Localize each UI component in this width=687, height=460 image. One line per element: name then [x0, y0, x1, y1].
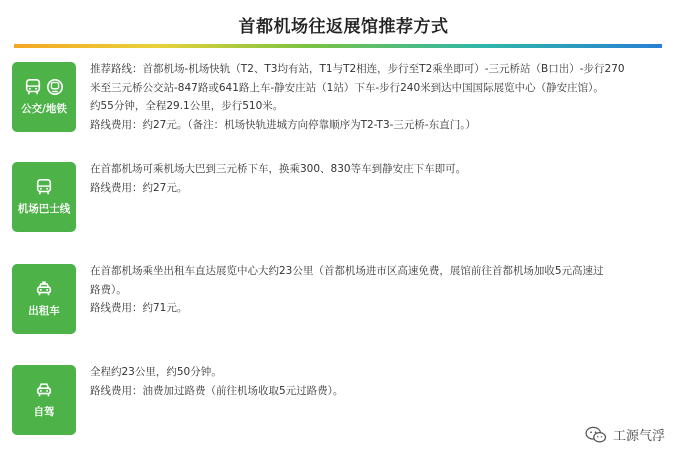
route-line: 米至三元桥公交站-847路或641路上车-静安庄站（1站）下车-步行240米到达中国国际展览中心（静安庄馆）。 — [90, 81, 604, 94]
car-icon — [35, 381, 53, 399]
route-description — [90, 262, 672, 318]
route-description — [90, 160, 672, 197]
route-line: 路线费用：油费加过路费（前往机场收取5元过路费）。 — [90, 384, 344, 397]
route-line: 路线费用：约27元。（备注：机场快轨进城方向停靠顺序为T2-T3-三元桥-东直门。） — [90, 118, 476, 131]
route-badge — [12, 62, 76, 132]
route-line: 路线费用：约71元。 — [90, 302, 188, 314]
route-badge-label: 出租车 — [28, 305, 60, 317]
route-line: 全程约23公里，约50分钟。 — [90, 366, 222, 378]
page-title: 首都机场往返展馆推荐方式 — [238, 17, 449, 37]
route-line: 约55分钟，全程29.1公里，步行510米。 — [90, 100, 284, 112]
taxi-icon — [35, 280, 53, 298]
watermark-text: 工源气浮 — [612, 429, 665, 444]
route-description — [90, 60, 672, 134]
route-badge — [12, 162, 76, 232]
watermark — [585, 425, 665, 444]
route-line: 在首都机场乘坐出租车直达展览中心大约23公里（首都机场进市区高速免费，展馆前往首都机场加收5元高速过 — [90, 265, 604, 277]
route-line: 在首都机场可乘机场大巴到三元桥下车，换乘300、830等车到静安庄下车即可。 — [90, 163, 467, 175]
route-badge-label: 机场巴士线 — [17, 203, 71, 215]
route-line: 路费）。 — [90, 283, 127, 296]
route-badge — [12, 264, 76, 334]
wechat-icon — [585, 426, 607, 444]
route-badge — [12, 365, 76, 435]
route-line: 推荐路线：首都机场-机场快轨（T2、T3均有站，T1与T2相连，步行至T2乘坐即可）-三元桥站（B口出）-步行270 — [90, 63, 625, 75]
bus-icon — [35, 178, 53, 196]
route-badge-label: 公交/地铁 — [21, 103, 67, 115]
route-description — [90, 363, 672, 400]
route-badge-label: 自驾 — [33, 406, 55, 418]
route-line: 路线费用：约27元。 — [90, 181, 188, 194]
subway-icon — [46, 78, 64, 96]
bus-icon — [24, 78, 42, 96]
title-divider — [14, 44, 662, 48]
